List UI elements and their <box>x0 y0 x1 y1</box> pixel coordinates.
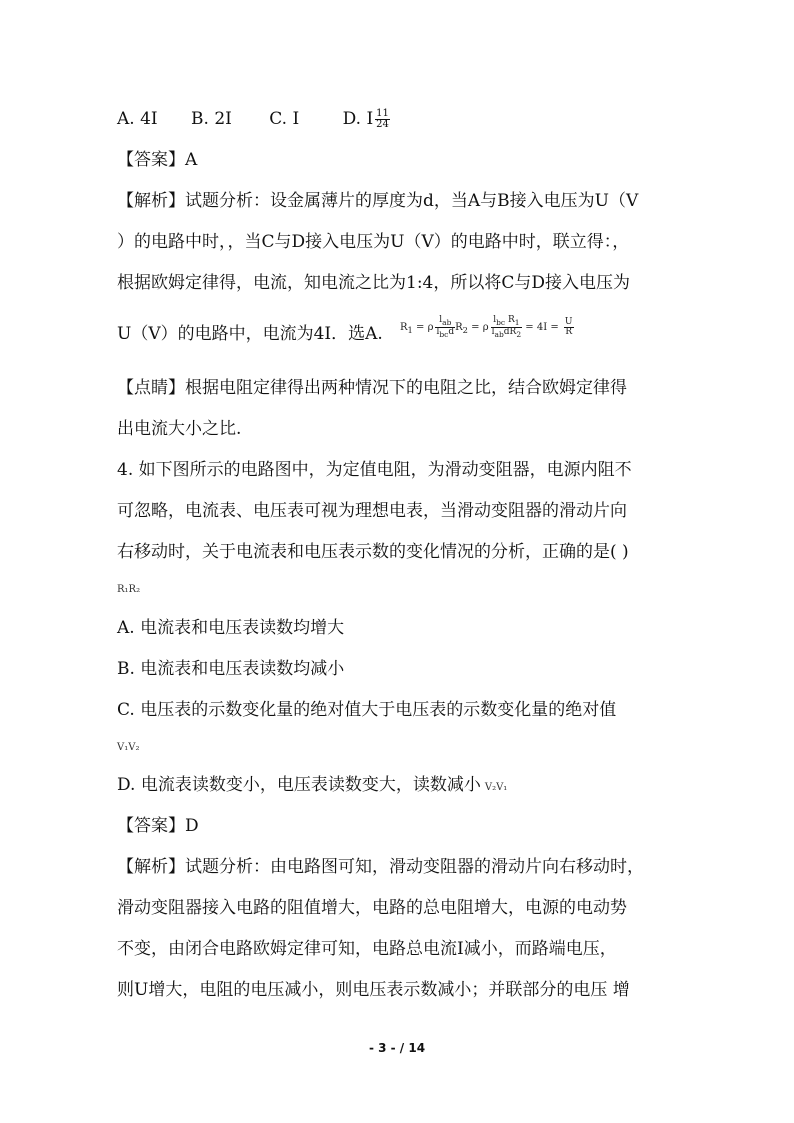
q4-analysis-line-1: 【解析】试题分析：由电路图可知，滑动变阻器的滑动片向右移动时， <box>117 857 644 877</box>
q3-option-b: B. 2I <box>191 109 232 129</box>
q4-option-d-note: V₂V₁ <box>484 782 508 793</box>
q3-analysis-line-2: ）的电路中时，，当C与D接入电压为U（V）的电路中时，联立得：， <box>117 232 630 252</box>
q4-stem-line-3: 右移动时，关于电流表和电压表示数的变化情况的分析，正确的是( ) <box>117 542 629 562</box>
q3-analysis-line-3: 根据欧姆定律得，电流，知电流之比为1:4，所以将C与D接入电压为 <box>117 273 630 293</box>
q4-stem-line-1: 4. 如下图所示的电路图中，为定值电阻，为滑动变阻器，电源内阻不 <box>117 460 632 480</box>
q4-option-a: A. 电流表和电压表读数均增大 <box>117 618 345 638</box>
q3-analysis-line-1: 【解析】试题分析：设金属薄片的厚度为d，当A与B接入电压为U（V <box>117 191 639 211</box>
q4-stem-note: R₁R₂ <box>117 584 141 595</box>
q4-analysis-line-2: 滑动变阻器接入电路的阻值增大，电路的总电阻增大，电源的电动势 <box>117 898 627 918</box>
q3-option-d-fraction: $\frac{11}{24}$ <box>376 108 389 130</box>
q4-stem-line-2: 可忽略，电流表、电压表可视为理想电表，当滑动变阻器的滑动片向 <box>117 501 627 521</box>
q3-option-d: D. I <box>342 109 374 129</box>
q3-comment-line-2: 出电流大小之比. <box>117 419 242 439</box>
q3-option-a: A. 4I <box>117 109 158 129</box>
q3-answer: 【答案】A <box>117 150 198 170</box>
q4-option-c: C. 电压表的示数变化量的绝对值大于电压表的示数变化量的绝对值 <box>117 700 617 720</box>
q4-analysis-line-4: 则U增大，电阻的电压减小，则电压表示数减小；并联部分的电压 增 <box>117 980 630 1000</box>
q3-resistance-formula: $R_1 = \rho$ $\frac{l_{ab}}{l_{bc}d}$ $R_2 = \rho$ $\frac{l_{bc} R_1}{l_{ab}dR_2}$ = 4I = $\frac{U}{R}$ <box>400 315 573 339</box>
q4-analysis-line-3: 不变，由闭合电路欧姆定律可知，电路总电流I减小，而路端电压， <box>117 939 617 959</box>
q3-options-row <box>117 108 390 130</box>
q4-answer: 【答案】D <box>117 816 199 836</box>
q4-option-d-row <box>117 774 507 799</box>
q3-comment-line-1: 【点睛】根据电阻定律得出两种情况下的电阻之比，结合欧姆定律得 <box>117 378 627 398</box>
q3-option-c: C. I <box>269 109 300 129</box>
q3-analysis-line-4: U（V）的电路中，电流为4I．选A. <box>117 324 383 344</box>
q4-option-c-note: V₁V₂ <box>117 742 140 753</box>
page-number: - 3 - / 14 <box>368 1041 426 1055</box>
q4-option-b: B. 电流表和电压表读数均减小 <box>117 659 345 679</box>
q4-option-d: D. 电流表读数变小，电压表读数变大，读数减小 <box>117 775 481 795</box>
